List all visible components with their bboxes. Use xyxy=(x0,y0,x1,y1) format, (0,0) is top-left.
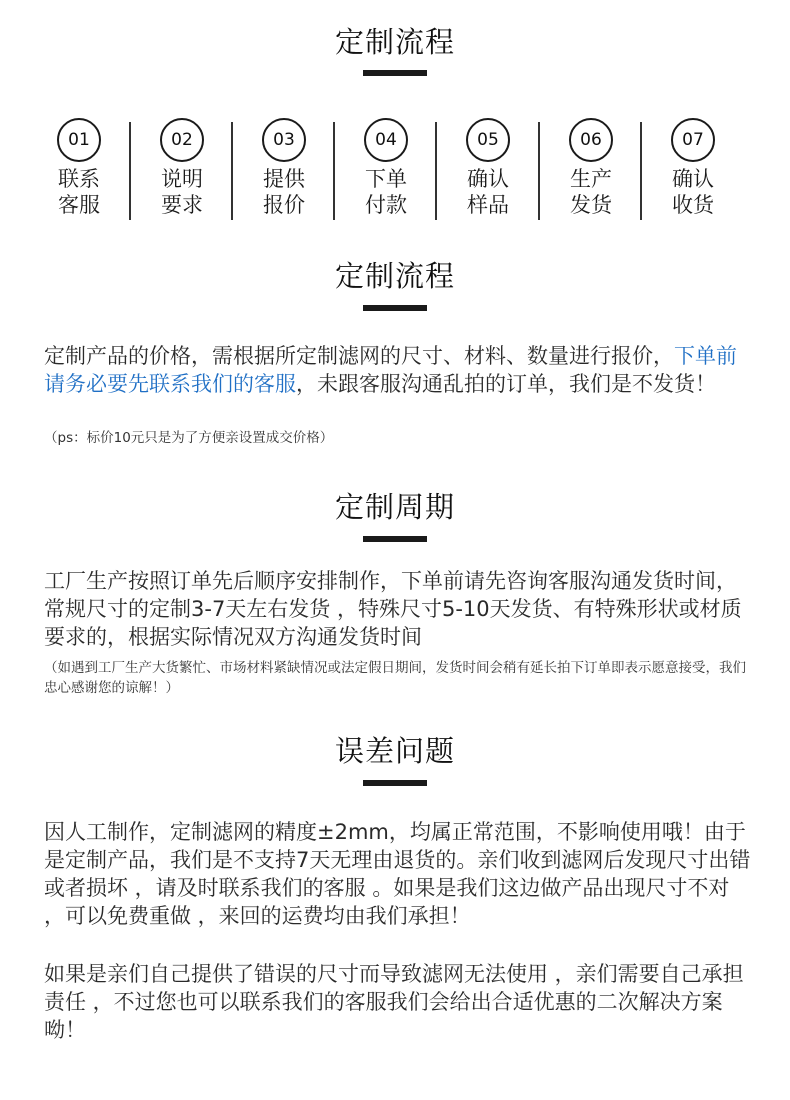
step-1 xyxy=(28,118,130,222)
pricing-text-end: ，未跟客服沟通乱拍的订单，我们是不发货！ xyxy=(296,372,716,396)
step-label-line1: 生产 xyxy=(570,167,612,191)
step-label-line1: 确认 xyxy=(672,167,714,191)
step-label-line2: 发货 xyxy=(570,193,612,217)
step-label-line1: 确认 xyxy=(467,167,509,191)
title-underline xyxy=(363,70,427,76)
error-paragraph-2: 如果是亲们自己提供了错误的尺寸而导致滤网无法使用 ，亲们需要自己承担责任 ，不过您也可以联系我们的客服我们会给出合适优惠的二次解决方案呦！ xyxy=(44,962,744,1042)
step-label-line1: 联系 xyxy=(58,167,100,191)
pricing-note: （ps：标价10元只是为了方便亲设置成交价格） xyxy=(44,430,334,446)
step-7 xyxy=(642,118,744,222)
step-5 xyxy=(437,118,539,222)
error-paragraph: 因人工制作，定制滤网的精度±2mm，均属正常范围，不影响使用哦！由于是定制产品，我们是不支持7天无理由退货的。亲们收到滤网后发现尺寸出错或者损坏 ，请及时联系我们的客服 。如果是我们这边做产品出现尺寸不对 ，可以免费重做 ，来回的运费均由我们承担！ xyxy=(44,820,751,928)
pricing-text: 定制产品的价格，需根据所定制滤网的尺寸、材料、数量进行报价， xyxy=(44,344,674,368)
error-title: 误差问题 xyxy=(334,734,455,768)
step-label-line1: 下单 xyxy=(365,167,407,191)
step-label-line2: 样品 xyxy=(467,193,509,217)
step-6 xyxy=(540,118,642,222)
step-number-badge: 07 xyxy=(671,118,715,162)
process-steps xyxy=(28,118,772,222)
step-label-line2: 客服 xyxy=(58,193,100,217)
period-paragraph: 工厂生产按照订单先后顺序安排制作，下单前请先咨询客服沟通发货时间，常规尺寸的定制3-7天左右发货 ，特殊尺寸5-10天发货、有特殊形状或材质要求的，根据实际情况双方沟通发货时间 xyxy=(44,569,742,649)
step-2 xyxy=(131,118,233,222)
step-number-badge: 02 xyxy=(160,118,204,162)
period-note: （如遇到工厂生产大货繁忙、市场材料紧缺情况或法定假日期间，发货时间会稍有延长拍下订单即表示愿意接受，我们忠心感谢您的谅解！） xyxy=(44,660,746,696)
step-number-badge: 06 xyxy=(569,118,613,162)
title-underline xyxy=(363,780,427,786)
process-title: 定制流程 xyxy=(334,25,455,59)
step-number-badge: 03 xyxy=(262,118,306,162)
period-title: 定制周期 xyxy=(334,490,455,524)
pricing-paragraph xyxy=(44,342,756,398)
step-label-line2: 要求 xyxy=(161,193,203,217)
step-number-badge: 05 xyxy=(466,118,510,162)
step-number-badge: 01 xyxy=(57,118,101,162)
step-number-badge: 04 xyxy=(364,118,408,162)
title-underline xyxy=(363,305,427,311)
pricing-title: 定制流程 xyxy=(334,259,455,293)
step-label-line2: 付款 xyxy=(365,193,407,217)
step-3 xyxy=(233,118,335,222)
step-label-line2: 报价 xyxy=(263,193,305,217)
step-label-line1: 提供 xyxy=(263,167,305,191)
pricing-highlight-text: 下单前请务必要先联系我们的客服 xyxy=(44,344,737,396)
step-label-line1: 说明 xyxy=(161,167,203,191)
step-label-line2: 收货 xyxy=(672,193,714,217)
title-underline xyxy=(363,536,427,542)
step-4 xyxy=(335,118,437,222)
